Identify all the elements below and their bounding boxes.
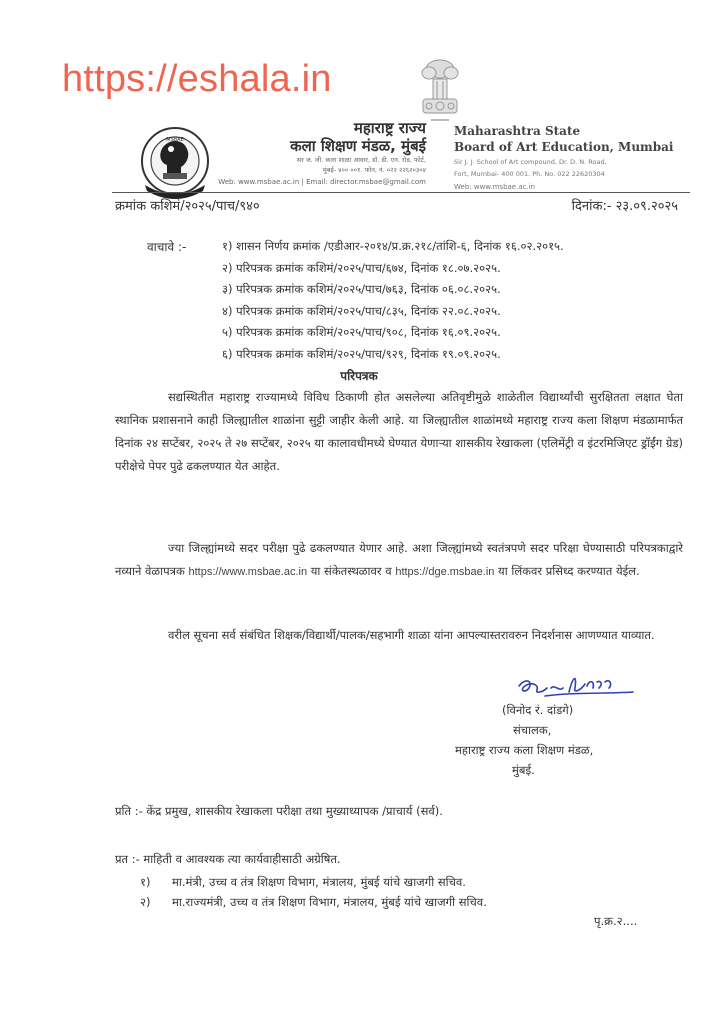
header-divider: [112, 192, 690, 193]
header-marathi: [218, 120, 426, 188]
header-marathi-address2: मुंबई- ४०० ००१. फोन, नं. ०२२ २२६२०३०४: [322, 166, 426, 174]
signatory-city: मुंबई.: [512, 763, 535, 777]
header-english: [454, 123, 673, 193]
signature-block: [455, 700, 593, 780]
paragraph-2-text-a: ज्या जिल्ह्यांमध्ये सदर परीक्षा पुढे ढकलण्यात येणार आहे. अशा जिल्ह्यांमध्ये स्वतंत्रपणे सदर परिक्षा घेण्यासाठी परिपत्रकाद्वारे नव्याने वेळापत्रक: [115, 541, 683, 578]
paragraph-2: [115, 537, 683, 584]
msbae-logo-icon: [137, 125, 213, 201]
svg-text:MSBAE: MSBAE: [166, 137, 184, 143]
copy-to-list: [140, 872, 487, 912]
read-reference-item: ६) परिपत्रक क्रमांक कशिमं/२०२५/पाच/९२९, दिनांक १९.०९.२०२५.: [222, 346, 501, 361]
copy-to-item-number: २): [140, 895, 151, 909]
read-references-list: [222, 236, 564, 365]
signatory-organization: महाराष्ट्र राज्य कला शिक्षण मंडळ,: [455, 743, 594, 757]
copy-to-item: [140, 892, 487, 912]
copy-to-item: [140, 872, 487, 892]
copy-to-item-text: मा.मंत्री, उच्च व तंत्र शिक्षण विभाग, मंत्रालय, मुंबई यांचे खाजगी सचिव.: [172, 875, 466, 889]
header-web-email: Web: www.msbae.ac.in | Email: director.msbae@gmail.com: [218, 178, 426, 186]
copy-to-item-number: १): [140, 875, 151, 889]
reference-number: क्रमांक कशिमं/२०२५/पाच/९४०: [115, 199, 260, 214]
copy-to-item-text: मा.राज्यमंत्री, उच्च व तंत्र शिक्षण विभाग, मंत्रालय, मुंबई यांचे खाजगी सचिव.: [172, 895, 487, 909]
header-marathi-line1: महाराष्ट्र राज्य: [353, 119, 426, 137]
circular-heading: परिपत्रक: [340, 369, 378, 383]
signature-icon: [515, 670, 635, 702]
header-english-address2: Fort, Mumbai- 400 001. Ph. No. 022 22620304: [454, 170, 605, 178]
watermark-url: https://eshala.in: [62, 58, 332, 100]
paragraph-1: [115, 386, 683, 478]
header-english-address1: Sir J. J. School of Art compound, Dr. D. N. Road,: [454, 158, 607, 166]
read-reference-item: १) शासन निर्णय क्रमांक /एडीआर-२०१४/प्र.क्र.२१८/तांशि-६, दिनांक १६.०२.२०१५.: [222, 239, 564, 253]
read-reference-item: ४) परिपत्रक क्रमांक कशिमं/२०२५/पाच/८३५, दिनांक २२.०८.२०२५.: [222, 303, 501, 318]
msbae-website-link[interactable]: https://www.msbae.ac.in: [188, 566, 308, 578]
signatory-designation: संचालक,: [513, 723, 552, 737]
letter-date: दिनांक:- २३.०९.२०२५: [571, 199, 678, 214]
header-marathi-line2: कला शिक्षण मंडळ, मुंबई: [290, 137, 426, 155]
page-turn-note: पृ.क्र.२....: [594, 914, 638, 928]
recipients-line: प्रति :- केंद्र प्रमुख, शासकीय रेखाकला परीक्षा तथा मुख्याध्यापक /प्राचार्य (सर्व).: [115, 804, 443, 818]
paragraph-3: [115, 624, 683, 647]
header-marathi-address1: सर ज. जी. कला शाळा आवार, डॉ. डी. एन. रोड, फोर्ट,: [296, 156, 426, 164]
read-reference-item: ३) परिपत्रक क्रमांक कशिमं/२०२५/पाच/७६३, दिनांक ०६.०८.२०२५.: [222, 282, 501, 296]
read-reference-item: २) परिपत्रक क्रमांक कशिमं/२०२५/पाच/६७४, दिनांक १८.०७.२०२५.: [222, 260, 501, 275]
dge-msbae-link[interactable]: https://dge.msbae.in: [395, 566, 495, 578]
header-english-line1: Maharashtra State: [454, 124, 581, 138]
header-english-line2: Board of Art Education, Mumbai: [454, 140, 674, 154]
signatory-name: (विनोद रं. दांडगे): [502, 703, 574, 717]
paragraph-1-text: सद्यस्थितीत महाराष्ट्र राज्यामध्ये विविध ठिकाणी होत असलेल्या अतिवृष्टीमुळे शाळेतील विद्यार्थ्यांची सुरक्षितता लक्षात घेता स्थानिक प्रशासनाने काही जिल्ह्यातील शाळांना सुट्टी जाहीर केली आहे. या जिल्ह्यातील शाळांमध्ये महाराष्ट्र राज्य कला शिक्षण मंडळामार्फत दिनांक २४ सप्टेंबर, २०२५ ते २७ सप्टेंबर, २०२५ या कालावधीमध्ये घेण्यात येणाऱ्या शासकीय रेखाकला (एलिमेंट्री व इंटरमिजिएट ड्रॉईंग ग्रेड) परीक्षेचे पेपर पुढे ढकलण्यात येत आहेत.: [115, 390, 683, 473]
header-english-web: Web: www.msbae.ac.in: [454, 183, 536, 191]
ashoka-emblem-icon: [415, 55, 465, 127]
paragraph-2-text-b: या संकेतस्थळावर व: [307, 564, 396, 578]
paragraph-3-text: वरील सूचना सर्व संबंधित शिक्षक/विद्यार्थी/पालक/सहभागी शाळा यांना आपल्यास्तरावरुन निदर्शनास आणण्यात याव्यात.: [168, 628, 655, 642]
paragraph-2-text-c: या लिंकवर प्रसिध्द करण्यात येईल.: [494, 564, 640, 578]
read-label: वाचावे :-: [147, 240, 187, 254]
read-reference-item: ५) परिपत्रक क्रमांक कशिमं/२०२५/पाच/९०८, दिनांक १६.०९.२०२५.: [222, 325, 501, 339]
copy-to-label: प्रत :- माहिती व आवश्यक त्या कार्यवाहीसाठी अग्रेषित.: [115, 852, 341, 866]
